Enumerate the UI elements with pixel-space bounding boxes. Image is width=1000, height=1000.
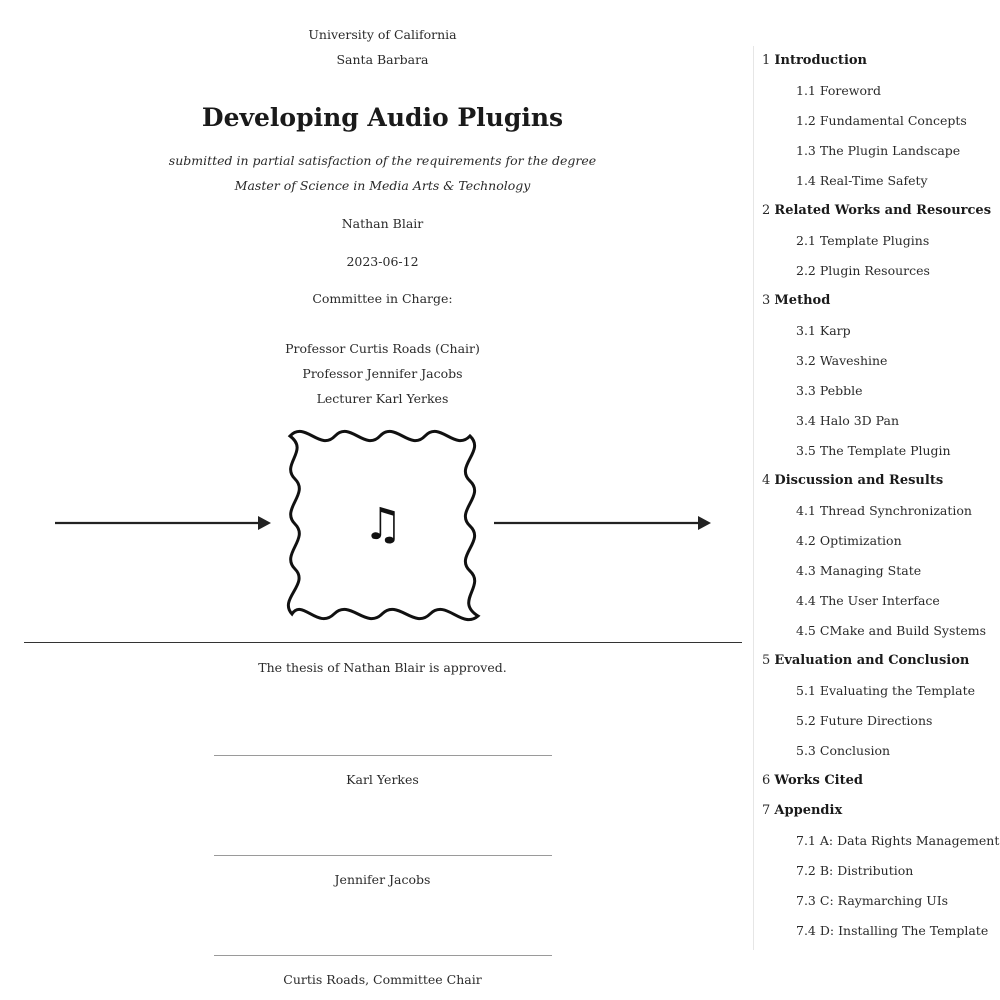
toc-entry-number: 7.2 bbox=[796, 863, 816, 878]
author-name: Nathan Blair bbox=[341, 216, 424, 231]
toc-entry-number: 3 bbox=[762, 293, 771, 308]
toc-entry-title: D: Installing The Template bbox=[819, 923, 989, 938]
toc-entry-number: 1.1 bbox=[796, 83, 816, 98]
committee-member: Professor Curtis Roads (Chair) bbox=[285, 341, 480, 356]
toc-entry-number: 6 bbox=[762, 773, 771, 788]
toc-entry-title: Introduction bbox=[774, 53, 868, 68]
toc-entry-title: Method bbox=[774, 293, 831, 308]
signature-line bbox=[214, 755, 552, 756]
toc-subsection-link[interactable] bbox=[796, 826, 999, 856]
toc-entry-number: 3.1 bbox=[796, 323, 816, 338]
toc-entry-number: 1 bbox=[762, 53, 771, 68]
toc-subsection-link[interactable] bbox=[796, 166, 928, 196]
toc-entry-title: Template Plugins bbox=[819, 233, 930, 248]
toc-entry-title: Evaluation and Conclusion bbox=[774, 653, 970, 668]
toc-entry-number: 7.1 bbox=[796, 833, 816, 848]
toc-subsection-link[interactable] bbox=[796, 556, 921, 586]
toc-entry-number: 5.3 bbox=[796, 743, 816, 758]
toc-entry-number: 2.1 bbox=[796, 233, 816, 248]
plugin-diagram bbox=[0, 418, 765, 628]
toc-entry-number: 4 bbox=[762, 473, 771, 488]
toc-entry-title: Appendix bbox=[774, 803, 843, 818]
toc-entry-number: 5 bbox=[762, 653, 771, 668]
toc-entry-title: The User Interface bbox=[819, 593, 940, 608]
toc-section-link[interactable] bbox=[762, 196, 991, 226]
committee-member: Lecturer Karl Yerkes bbox=[316, 391, 449, 406]
toc-subsection-link[interactable] bbox=[796, 376, 863, 406]
toc-entry-number: 4.3 bbox=[796, 563, 816, 578]
toc-entry-number: 1.2 bbox=[796, 113, 816, 128]
toc-entry-title: Halo 3D Pan bbox=[819, 413, 900, 428]
toc-entry-title: Pebble bbox=[819, 383, 863, 398]
toc-entry-title: Karp bbox=[819, 323, 851, 338]
signatory-name: Jennifer Jacobs bbox=[334, 872, 431, 887]
toc-entry-title: Related Works and Resources bbox=[774, 203, 992, 218]
toc-subsection-link[interactable] bbox=[796, 496, 972, 526]
toc-subsection-link[interactable] bbox=[796, 886, 948, 916]
degree-name: Master of Science in Media Arts & Technology bbox=[234, 178, 531, 193]
toc-entry-title: Real-Time Safety bbox=[819, 173, 928, 188]
toc-subsection-link[interactable] bbox=[796, 106, 967, 136]
signature-line bbox=[214, 955, 552, 956]
toc-entry-number: 4.2 bbox=[796, 533, 816, 548]
toc-entry-title: A: Data Rights Management bbox=[819, 833, 1000, 848]
toc-entry-title: CMake and Build Systems bbox=[819, 623, 987, 638]
toc-entry-title: Foreword bbox=[819, 83, 881, 98]
toc-section-link[interactable] bbox=[762, 466, 943, 496]
signatory-name: Karl Yerkes bbox=[346, 772, 419, 787]
university-name: University of California bbox=[308, 27, 457, 42]
toc-subsection-link[interactable] bbox=[796, 526, 902, 556]
toc-entry-number: 7.4 bbox=[796, 923, 816, 938]
section-divider bbox=[24, 642, 742, 643]
toc-entry-title: Evaluating the Template bbox=[819, 683, 975, 698]
toc-entry-number: 5.2 bbox=[796, 713, 816, 728]
toc-subsection-link[interactable] bbox=[796, 256, 930, 286]
toc-section-link[interactable] bbox=[762, 286, 830, 316]
toc-entry-title: Waveshine bbox=[819, 353, 888, 368]
toc-subsection-link[interactable] bbox=[796, 676, 975, 706]
toc-section-link[interactable] bbox=[762, 646, 969, 676]
submission-statement: submitted in partial satisfaction of the requirements for the degree bbox=[168, 153, 597, 168]
toc-entry-number: 4.5 bbox=[796, 623, 816, 638]
toc-subsection-link[interactable] bbox=[796, 706, 932, 736]
toc-subsection-link[interactable] bbox=[796, 346, 887, 376]
table-of-contents bbox=[753, 46, 1000, 950]
toc-subsection-link[interactable] bbox=[796, 76, 881, 106]
toc-subsection-link[interactable] bbox=[796, 316, 851, 346]
toc-entry-number: 7 bbox=[762, 803, 771, 818]
toc-section-link[interactable] bbox=[762, 796, 842, 826]
toc-entry-number: 1.4 bbox=[796, 173, 816, 188]
signatory-name: Curtis Roads, Committee Chair bbox=[283, 972, 482, 987]
committee-member: Professor Jennifer Jacobs bbox=[302, 366, 463, 381]
toc-subsection-link[interactable] bbox=[796, 856, 913, 886]
toc-subsection-link[interactable] bbox=[796, 586, 940, 616]
toc-entry-number: 5.1 bbox=[796, 683, 816, 698]
toc-subsection-link[interactable] bbox=[796, 226, 929, 256]
thesis-title: Developing Audio Plugins bbox=[201, 103, 564, 132]
submission-date: 2023-06-12 bbox=[346, 254, 419, 269]
toc-entry-title: Optimization bbox=[819, 533, 902, 548]
toc-entry-number: 7.3 bbox=[796, 893, 816, 908]
toc-entry-number: 3.4 bbox=[796, 413, 816, 428]
toc-entry-title: Works Cited bbox=[774, 773, 863, 788]
toc-entry-number: 3.5 bbox=[796, 443, 816, 458]
approval-statement: The thesis of Nathan Blair is approved. bbox=[258, 660, 507, 675]
toc-subsection-link[interactable] bbox=[796, 406, 899, 436]
toc-section-link[interactable] bbox=[762, 46, 867, 76]
toc-subsection-link[interactable] bbox=[796, 616, 986, 646]
toc-subsection-link[interactable] bbox=[796, 136, 960, 166]
toc-section-link[interactable] bbox=[762, 766, 863, 796]
toc-entry-title: Managing State bbox=[819, 563, 922, 578]
toc-entry-number: 1.3 bbox=[796, 143, 816, 158]
toc-entry-number: 2.2 bbox=[796, 263, 816, 278]
output-arrow-icon bbox=[494, 516, 711, 530]
campus-name: Santa Barbara bbox=[336, 52, 429, 67]
toc-subsection-link[interactable] bbox=[796, 916, 988, 946]
toc-entry-title: The Plugin Landscape bbox=[819, 143, 961, 158]
toc-entry-number: 4.1 bbox=[796, 503, 816, 518]
toc-subsection-link[interactable] bbox=[796, 436, 951, 466]
input-arrow-icon bbox=[55, 516, 271, 530]
toc-subsection-link[interactable] bbox=[796, 736, 890, 766]
toc-entry-title: B: Distribution bbox=[819, 863, 914, 878]
toc-entry-title: Thread Synchronization bbox=[819, 503, 972, 518]
music-note-icon: ♫ bbox=[363, 499, 403, 550]
toc-entry-title: C: Raymarching UIs bbox=[819, 893, 949, 908]
toc-entry-title: The Template Plugin bbox=[819, 443, 951, 458]
toc-entry-title: Discussion and Results bbox=[774, 473, 944, 488]
toc-entry-number: 4.4 bbox=[796, 593, 816, 608]
toc-entry-title: Conclusion bbox=[819, 743, 891, 758]
toc-entry-number: 3.3 bbox=[796, 383, 816, 398]
signature-line bbox=[214, 855, 552, 856]
toc-entry-number: 2 bbox=[762, 203, 771, 218]
toc-entry-title: Fundamental Concepts bbox=[819, 113, 967, 128]
committee-heading: Committee in Charge: bbox=[312, 291, 453, 306]
toc-entry-number: 3.2 bbox=[796, 353, 816, 368]
toc-entry-title: Plugin Resources bbox=[819, 263, 930, 278]
toc-entry-title: Future Directions bbox=[819, 713, 933, 728]
